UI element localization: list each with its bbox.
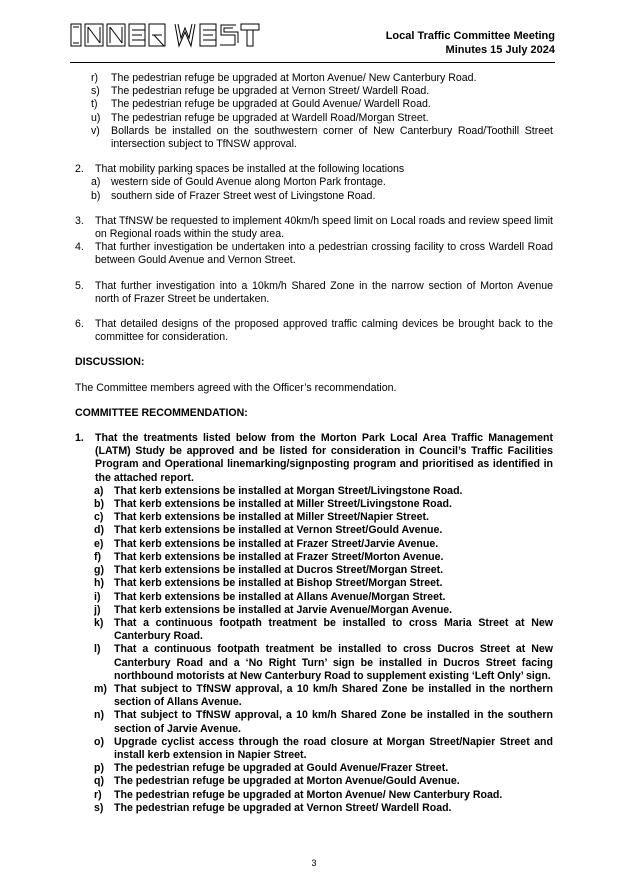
item-label: i)	[94, 590, 101, 603]
list-item	[75, 125, 553, 151]
meeting-title-line1: Local Traffic Committee Meeting	[385, 30, 555, 42]
item-label: 3.	[75, 214, 84, 227]
item-label: k)	[94, 616, 104, 629]
list-item	[75, 617, 553, 643]
item-label: t)	[91, 98, 98, 111]
numbered-item-6	[75, 318, 553, 344]
list-item	[75, 551, 553, 564]
item-text: That kerb extensions be installed at Miller Street/Livingstone Road.	[114, 498, 452, 511]
list-item	[75, 604, 553, 617]
item-text: southern side of Frazer Street west of Livingstone Road.	[111, 189, 376, 202]
list-item	[75, 802, 553, 815]
item-label: p)	[94, 762, 104, 775]
list-item	[75, 190, 553, 203]
item-text: That kerb extensions be installed at Morgan Street/Livingstone Road.	[114, 484, 463, 497]
item-text: That mobility parking spaces be installed at the following locations	[95, 163, 405, 176]
item-label: 4.	[75, 241, 84, 254]
header-divider	[70, 62, 555, 63]
item-label: 6.	[75, 318, 84, 331]
page-number: 3	[311, 858, 317, 868]
item-text: That kerb extensions be installed at Miller Street/Napier Street.	[114, 511, 429, 524]
item-text: That further investigation into a 10km/h Shared Zone in the narrow section of Morton Avenue north of Frazer Street be undertaken.	[95, 279, 553, 305]
list-item	[75, 85, 553, 98]
item-label: j)	[94, 603, 101, 616]
list-item	[75, 485, 553, 498]
item-label: a)	[91, 176, 101, 189]
item-label: m)	[94, 682, 107, 695]
numbered-item-5	[75, 280, 553, 306]
inner-west-logo-icon	[70, 22, 270, 48]
item-text: The pedestrian refuge be upgraded at Gould Avenue/ Wardell Road.	[111, 98, 431, 111]
list-item	[75, 112, 553, 125]
meeting-title-line2: Minutes 15 July 2024	[445, 44, 555, 56]
recommendation-list	[75, 432, 553, 815]
list-item	[75, 762, 553, 775]
recommendation-heading: COMMITTEE RECOMMENDATION:	[75, 406, 248, 419]
item-text: That a continuous footpath treatment be installed to cross Maria Street at New Canterbury Road.	[114, 616, 553, 643]
list-item	[75, 98, 553, 111]
item-text: That detailed designs of the proposed approved traffic calming devices be brought back to the committee for consideration.	[95, 318, 553, 344]
item-label: e)	[94, 537, 104, 550]
item-text: That kerb extensions be installed at Frazer Street/Jarvie Avenue.	[114, 537, 439, 550]
document-body	[75, 72, 553, 815]
item-label: q)	[94, 775, 104, 788]
item-label: a)	[94, 484, 104, 497]
item-label: s)	[94, 801, 104, 814]
item-label: r)	[91, 72, 99, 84]
item-label: l)	[94, 643, 101, 656]
meeting-title	[386, 29, 555, 57]
item-text: The pedestrian refuge be upgraded at Gould Avenue/Frazer Street.	[114, 762, 449, 775]
item-label: u)	[91, 111, 101, 124]
item-label: g)	[94, 564, 104, 577]
recommendation-item-1	[75, 432, 553, 485]
list-item	[75, 498, 553, 511]
item-text: The pedestrian refuge be upgraded at Vernon Street/ Wardell Road.	[111, 85, 430, 98]
page-header	[0, 0, 628, 62]
item-text: That kerb extensions be installed at Allans Avenue/Morgan Street.	[114, 590, 446, 603]
item-text: Bollards be installed on the southwestern corner of New Canterbury Road/Toothill Street intersection subject to TfNSW approval.	[111, 124, 553, 151]
item-label: r)	[94, 788, 102, 801]
item-label: b)	[94, 498, 104, 511]
list-item	[75, 591, 553, 604]
numbered-item-2	[75, 163, 553, 176]
numbered-item-4	[75, 241, 553, 267]
continued-list	[75, 72, 553, 151]
item-label: v)	[91, 124, 100, 137]
item-label: c)	[94, 511, 104, 524]
item-label: 1.	[75, 432, 84, 445]
list-item	[75, 789, 553, 802]
item-label: h)	[94, 577, 104, 590]
item-label: o)	[94, 735, 104, 748]
item-text: That subject to TfNSW approval, a 10 km/h Shared Zone be installed in the northern section of Allans Avenue.	[114, 682, 553, 709]
item-text: Upgrade cyclist access through the road closure at Morgan Street/Napier Street and install kerb extension in Napier Street.	[114, 735, 553, 761]
discussion-text: The Committee members agreed with the Officer’s recommendation.	[75, 381, 397, 394]
item-text: The pedestrian refuge be upgraded at Morton Avenue/Gould Avenue.	[114, 775, 460, 788]
list-item	[75, 564, 553, 577]
item-text: That further investigation be undertaken into a pedestrian crossing facility to cross Wardell Road between Gould Avenue and Vernon Street.	[95, 241, 553, 267]
item-text: The pedestrian refuge be upgraded at Morton Avenue/ New Canterbury Road.	[114, 788, 503, 801]
list-item	[75, 538, 553, 551]
item-label: d)	[94, 524, 104, 537]
item-text: That kerb extensions be installed at Vernon Street/Gould Avenue.	[114, 524, 443, 537]
item-text: That kerb extensions be installed at Ducros Street/Morgan Street.	[114, 564, 444, 577]
item-label: 5.	[75, 279, 84, 292]
item-label: n)	[94, 709, 104, 722]
item-label: f)	[94, 550, 102, 563]
item-label: b)	[91, 189, 101, 202]
item-text: western side of Gould Avenue along Morton Park frontage.	[111, 176, 386, 189]
item-text: That kerb extensions be installed at Bishop Street/Morgan Street.	[114, 577, 443, 590]
discussion-heading: DISCUSSION:	[75, 356, 145, 369]
item-text: The pedestrian refuge be upgraded at Morton Avenue/ New Canterbury Road.	[111, 72, 477, 84]
list-item	[75, 683, 553, 709]
item-label: 2.	[75, 163, 84, 176]
list-item	[75, 72, 553, 85]
list-item	[75, 736, 553, 762]
list-item	[75, 511, 553, 524]
numbered-item-3	[75, 215, 553, 241]
list-item	[75, 709, 553, 735]
item-text: That the treatments listed below from the Morton Park Local Area Traffic Management (LATM) Study be approved and be listed for consideration in Council’s Traffic Facilities Program and Operational linemarking/signposting program and prioritised as identified in the attached report.	[95, 432, 553, 484]
item-text: That subject to TfNSW approval, a 10 km/h Shared Zone be installed in the southern section of Jarvie Avenue.	[114, 709, 553, 735]
item-text: That kerb extensions be installed at Jarvie Avenue/Morgan Avenue.	[114, 603, 453, 616]
list-item	[75, 643, 553, 683]
list-item	[75, 176, 553, 189]
item-text: The pedestrian refuge be upgraded at Wardell Road/Morgan Street.	[111, 111, 429, 124]
item-label: s)	[91, 85, 100, 98]
item-text: That kerb extensions be installed at Frazer Street/Morton Avenue.	[114, 550, 444, 563]
item-text: That TfNSW be requested to implement 40km/h speed limit on Local roads and review speed limit on Regional roads within the study area.	[95, 214, 553, 241]
list-item	[75, 524, 553, 537]
list-item	[75, 775, 553, 788]
item-text: The pedestrian refuge be upgraded at Vernon Street/ Wardell Road.	[114, 801, 452, 814]
item-text: That a continuous footpath treatment be installed to cross Ducros Street at New Canterbury Road and a ‘No Right Turn’ sign be installed in Ducros Street facing northbound motorists at New Canterbury Road to supplement existing ‘Left Only’ sign.	[114, 643, 553, 682]
list-item	[75, 577, 553, 590]
